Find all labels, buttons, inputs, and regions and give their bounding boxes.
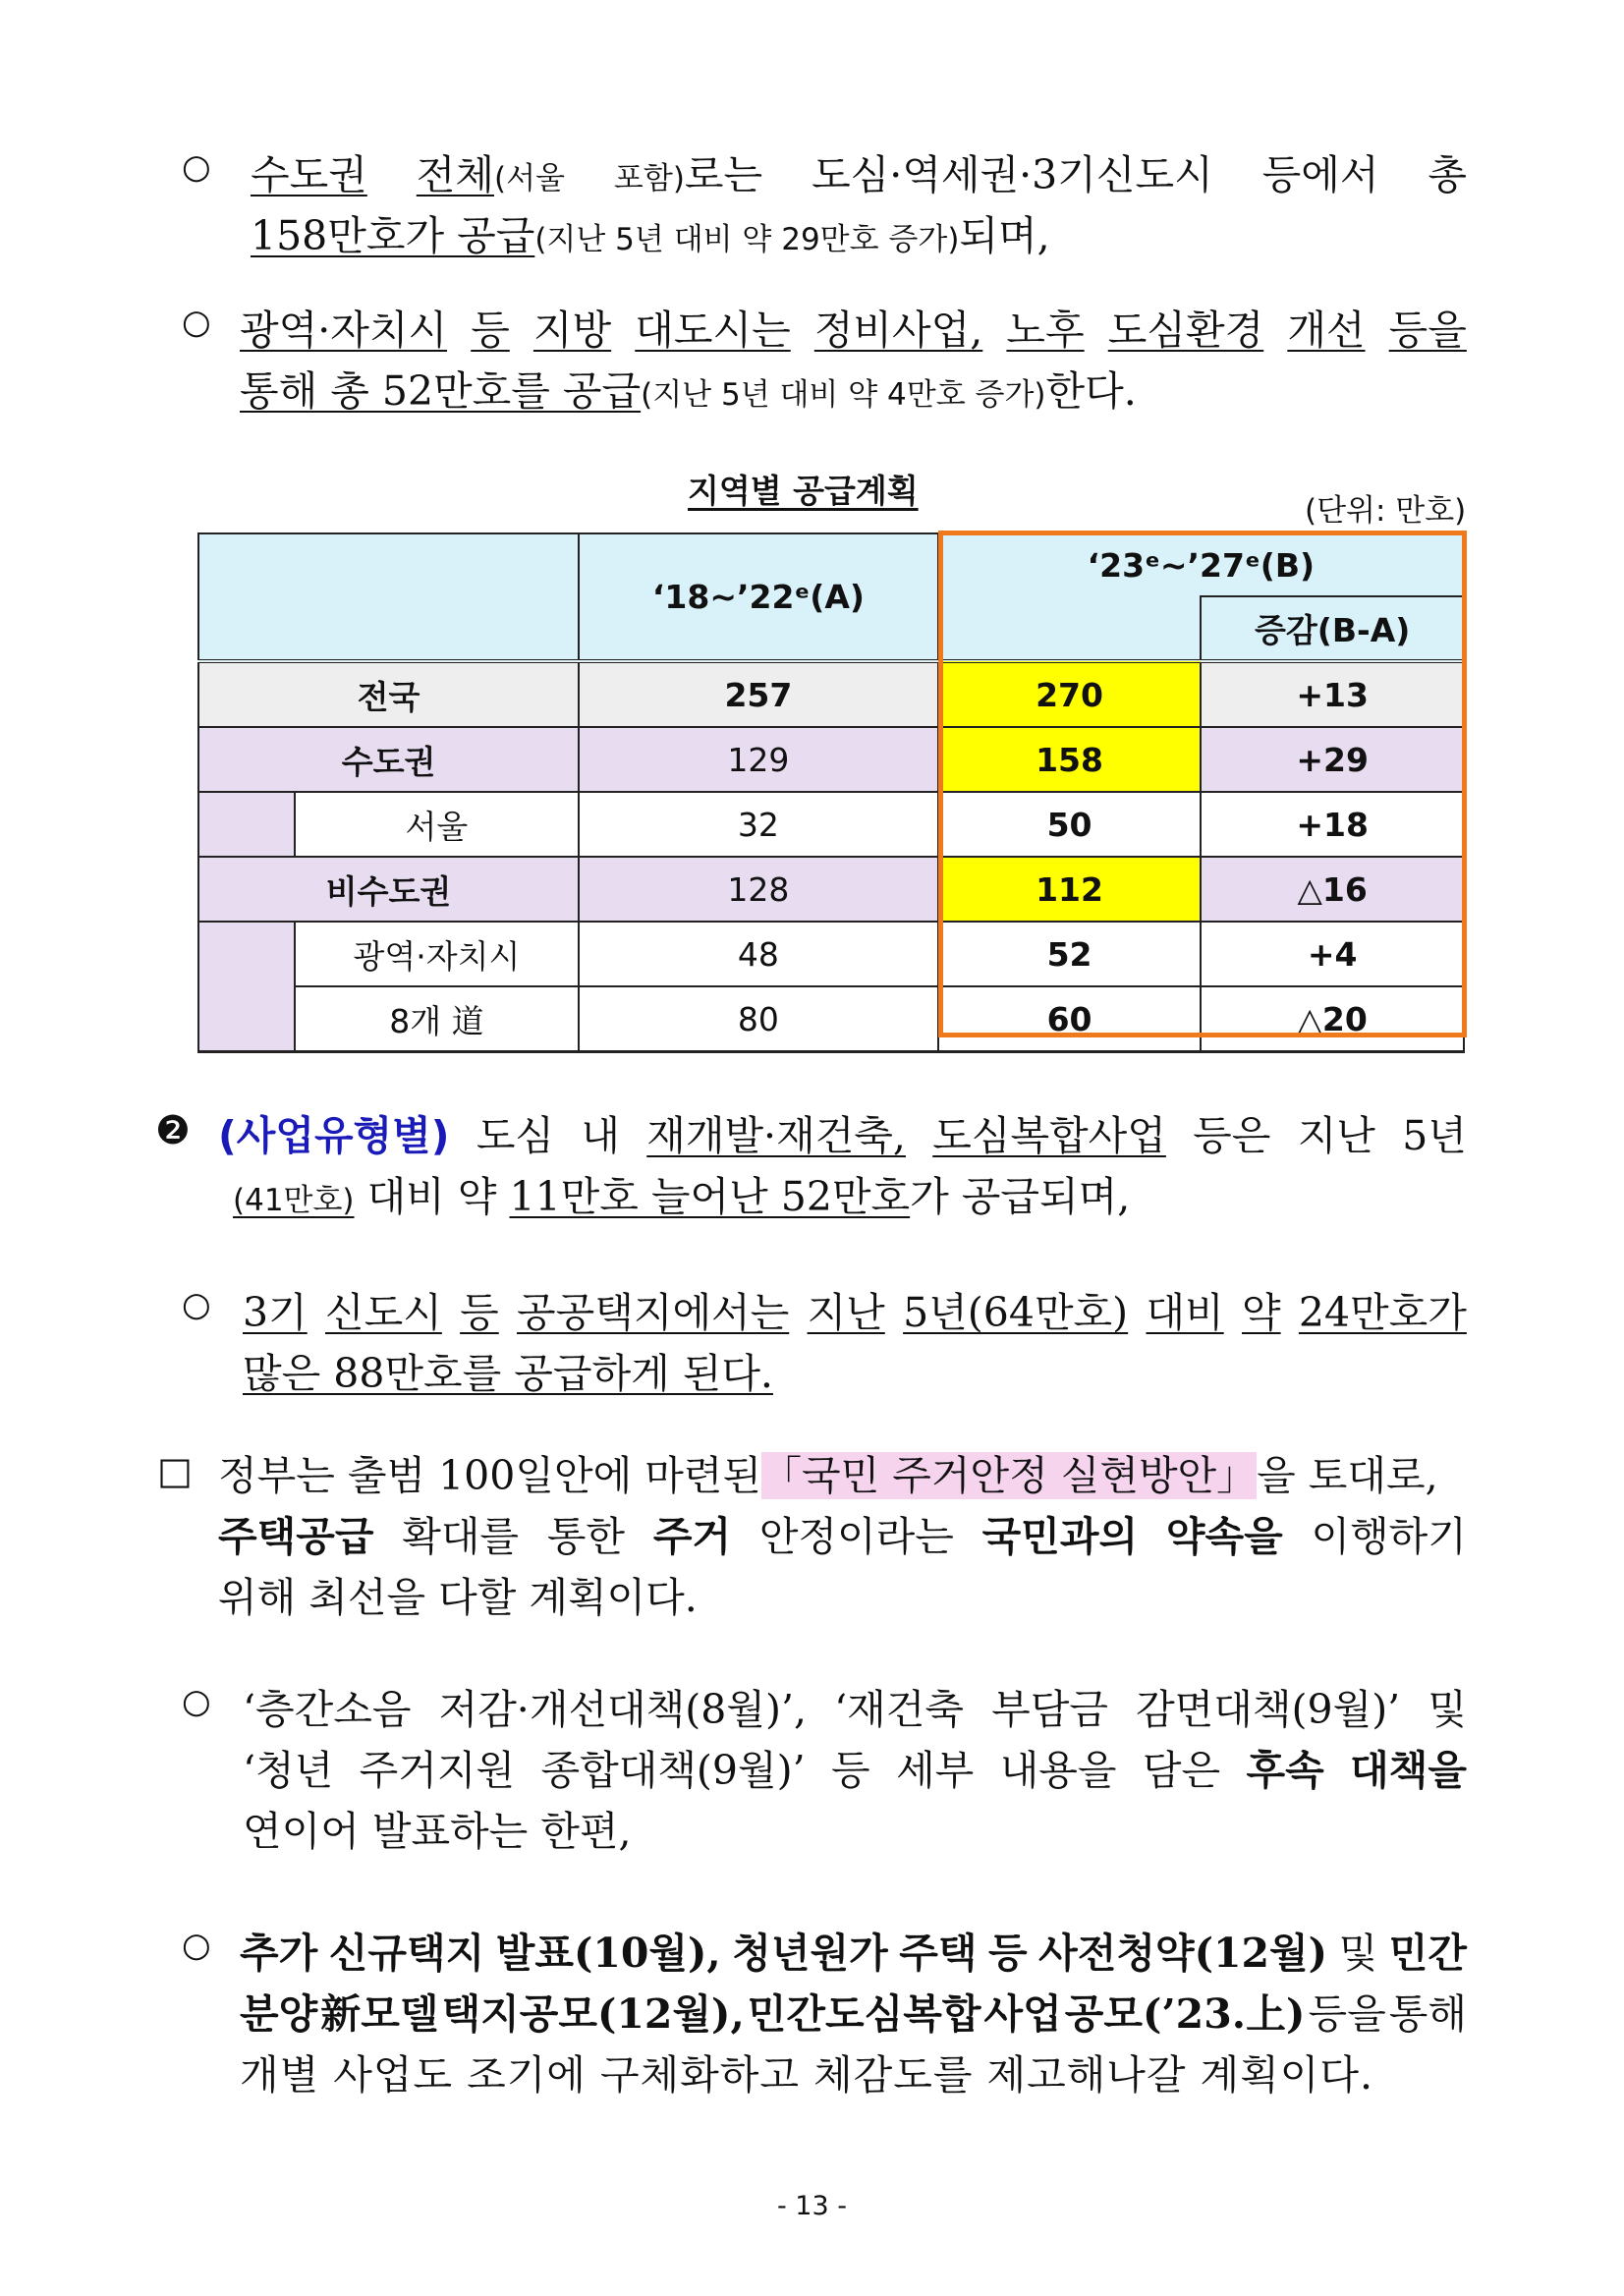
para7-word: 민간 (1388, 1930, 1467, 1977)
circle-bullet: ○ (182, 1926, 211, 1965)
para7-word: 발표(10월), (495, 1930, 721, 1977)
cell-a: 257 (579, 661, 938, 727)
para6-line1 (243, 1680, 1467, 1739)
para6-word: 저감·개선대책(8월)’, (438, 1686, 808, 1733)
header-col-b: ‘23ᵉ~’27ᵉ(B) (938, 533, 1464, 596)
indent-cell (198, 792, 295, 857)
cell-diff: +29 (1201, 727, 1464, 792)
header-col-diff: 증감(B-A) (1201, 596, 1464, 661)
para4-word: 5년(64만호) (903, 1289, 1129, 1336)
para6-word: 부담금 (991, 1686, 1108, 1733)
para6-line3 (243, 1802, 632, 1861)
para6-word: 내용을 (999, 1747, 1117, 1794)
para6-word: 후속 (1246, 1747, 1324, 1794)
para6-word: 감면대책(9월)’ (1136, 1686, 1401, 1733)
square-bullet: □ (157, 1449, 193, 1492)
para4-word: 약 (1241, 1289, 1281, 1336)
para3-word: 5년 (1402, 1112, 1467, 1159)
header-col-a: ‘18~’22ᵉ(A) (579, 533, 938, 661)
para1-note: (지난 5년 대비 약 29만호 증가) (534, 222, 960, 257)
para7-text: 개별 사업도 조기에 구체화하고 체감도를 제고해나갈 계획이다. (240, 2051, 1373, 2099)
para4-line1 (243, 1283, 1467, 1342)
para2-word: 지방 (532, 307, 612, 354)
para4-word: 등 (460, 1289, 499, 1336)
para7-word: 사전청약(12월) (1038, 1930, 1328, 1977)
cell-a: 80 (579, 986, 938, 1052)
table-row (198, 922, 1464, 986)
table-row (198, 661, 1464, 727)
para6-word: ‘층간소음 (243, 1686, 412, 1733)
para4-line2 (243, 1344, 773, 1403)
para7-line3 (240, 2045, 1373, 2104)
para1-word: 포함)로는 (613, 151, 763, 198)
para2-word: 등을 (1388, 307, 1467, 354)
para5-line3 (218, 1568, 698, 1627)
para1-word: 수도권 (251, 151, 367, 198)
header-b-empty (938, 596, 1202, 661)
para2-word: 노후 (1006, 307, 1085, 354)
para5-text: 을 토대로, (1257, 1452, 1438, 1499)
para7-line2 (240, 1985, 1467, 2044)
circle-bullet: ○ (182, 303, 211, 342)
para2-word: 개선 (1287, 307, 1366, 354)
para7-word: 분양 (240, 1990, 318, 2038)
para3-word: 지난 (1297, 1112, 1375, 1159)
para1-line2 (251, 206, 1050, 269)
para4-word: 대비 (1146, 1289, 1224, 1336)
cell-b: 60 (938, 986, 1202, 1052)
table-row (198, 986, 1464, 1052)
business-type-heading: (사업유형별) (218, 1112, 450, 1159)
cell-diff: +13 (1201, 661, 1464, 727)
para2-word: 대도시는 (635, 307, 791, 354)
para7-word: 민간도심복합 (747, 1990, 981, 2038)
para2-word: 도심환경 (1107, 307, 1264, 354)
para5-text: 정부는 출범 100일안에 마련된 (218, 1452, 762, 1499)
para2-word: 정비사업, (813, 307, 983, 354)
para2-line1 (240, 301, 1467, 360)
para5-word: 약속을 (1165, 1513, 1283, 1560)
para3-word: 재개발·재건축, (646, 1112, 906, 1159)
table-row (198, 727, 1464, 792)
para7-word: 청년원가 (732, 1930, 888, 1977)
para7-word: 新모델 (320, 1990, 439, 2038)
row-label: 8개 道 (295, 986, 579, 1052)
para7-word: 공모(’23.上) (1064, 1990, 1306, 2038)
circle-bullet: ○ (182, 1682, 211, 1721)
para7-word: 주택 (899, 1930, 978, 1977)
para5-word: 주거 (652, 1513, 732, 1560)
para7-word: 및 (1338, 1930, 1378, 1977)
para2-word: 광역·자치시 (240, 307, 448, 354)
para3-line2 (233, 1167, 1130, 1230)
para7-word: 등 (988, 1930, 1028, 1977)
para3-word: 도심복합사업 (932, 1112, 1166, 1159)
para1-word: 도심·역세권·3기신도시 (812, 151, 1213, 198)
para3-word: 내 (581, 1112, 620, 1159)
cell-a: 32 (579, 792, 938, 857)
para2-line2 (240, 362, 1137, 424)
para5-text: 위해 최선을 다할 계획이다. (218, 1574, 698, 1621)
housing-plan-title: 「국민 주거안정 실현방안」 (761, 1452, 1258, 1499)
para2-word: 등 (471, 307, 510, 354)
circle-bullet: ○ (182, 147, 211, 187)
para1-line1 (251, 145, 1467, 208)
para2-end: 한다. (1045, 367, 1137, 415)
header-empty-cell (198, 533, 579, 661)
supply-158: 158만호가 공급 (251, 212, 535, 259)
cell-b: 270 (938, 661, 1202, 727)
number-2-bullet: ❷ (155, 1108, 191, 1153)
para7-word: 택지공모(12월), (441, 1990, 745, 2038)
para5-word: 주택공급 (218, 1513, 374, 1560)
para1-end: 되며, (959, 212, 1050, 259)
para5-line1 (218, 1446, 1438, 1505)
table-row (198, 857, 1464, 922)
para4-word: 24만호가 (1298, 1289, 1467, 1336)
para5-word: 확대를 (402, 1513, 520, 1560)
table-header-row (198, 533, 1464, 596)
para7-line1 (240, 1924, 1467, 1983)
row-label: 수도권 (198, 727, 579, 792)
para5-word: 국민과의 (981, 1513, 1139, 1560)
supply-52: 통해 총 52만호를 공급 (240, 367, 642, 415)
para3-word: 도심 (476, 1112, 555, 1159)
para1-word: 총 (1428, 151, 1467, 198)
supply-plan-table (197, 532, 1465, 1053)
para6-word: ‘재건축 (834, 1686, 964, 1733)
table-title: 지역별 공급계획 (688, 472, 919, 510)
table-unit: (단위: 만호) (1305, 493, 1467, 529)
supply-52-urban: 11만호 늘어난 52만호 (509, 1173, 911, 1220)
para7-word: 신규택지 (328, 1930, 485, 1977)
cell-a: 128 (579, 857, 938, 922)
para5-word: 안정이라는 (758, 1513, 954, 1560)
circle-bullet: ○ (182, 1285, 211, 1324)
para7-word: 통해 (1388, 1990, 1467, 2038)
para5-word: 이행하기 (1311, 1513, 1467, 1560)
cell-diff: +18 (1201, 792, 1464, 857)
cell-b: 112 (938, 857, 1202, 922)
row-label: 비수도권 (198, 857, 579, 922)
cell-diff: △16 (1201, 857, 1464, 922)
cell-a: 129 (579, 727, 938, 792)
supply-88: 많은 88만호를 공급하게 된다. (243, 1350, 773, 1397)
para4-word: 공공택지에서는 (517, 1289, 790, 1336)
para1-word: 등에서 (1261, 151, 1379, 198)
para6-word: 주거지원 (359, 1747, 516, 1794)
page-number: - 13 - (776, 2191, 847, 2221)
para6-word: 담은 (1142, 1747, 1221, 1794)
cell-b: 158 (938, 727, 1202, 792)
para6-line2 (243, 1741, 1467, 1800)
row-label: 광역·자치시 (295, 922, 579, 986)
para3-end: 가 공급되며, (910, 1173, 1131, 1220)
para6-word: 종합대책(9월)’ (540, 1747, 806, 1794)
para6-word: 세부 (896, 1747, 975, 1794)
para6-text: 연이어 발표하는 한편, (243, 1808, 632, 1855)
cell-b: 52 (938, 922, 1202, 986)
para1-word: 전체(서울 (416, 151, 565, 198)
row-label: 서울 (295, 792, 579, 857)
cell-diff: +4 (1201, 922, 1464, 986)
para6-word: 대책을 (1350, 1747, 1467, 1794)
indent-cell (198, 922, 295, 1052)
para6-word: 및 (1428, 1686, 1467, 1733)
para4-word: 3기 (243, 1289, 308, 1336)
para3-word: 대비 약 (366, 1173, 497, 1220)
para7-word: 추가 (240, 1930, 318, 1977)
para4-word: 지난 (807, 1289, 885, 1336)
para2-note: (지난 5년 대비 약 4만호 증가) (641, 377, 1046, 413)
table-row (198, 792, 1464, 857)
para3-line1 (218, 1106, 1467, 1165)
cell-a: 48 (579, 922, 938, 986)
para7-word: 등을 (1308, 1990, 1386, 2038)
para4-word: 신도시 (325, 1289, 442, 1336)
para3-note: (41만호) (233, 1183, 355, 1218)
para5-line2 (218, 1507, 1467, 1566)
para7-word: 사업 (983, 1990, 1062, 2038)
para5-word: 통한 (546, 1513, 626, 1560)
para6-word: 등 (831, 1747, 870, 1794)
cell-b: 50 (938, 792, 1202, 857)
para6-word: ‘청년 (243, 1747, 334, 1794)
para3-word: 등은 (1193, 1112, 1271, 1159)
row-label: 전국 (198, 661, 579, 727)
cell-diff: △20 (1201, 986, 1464, 1052)
